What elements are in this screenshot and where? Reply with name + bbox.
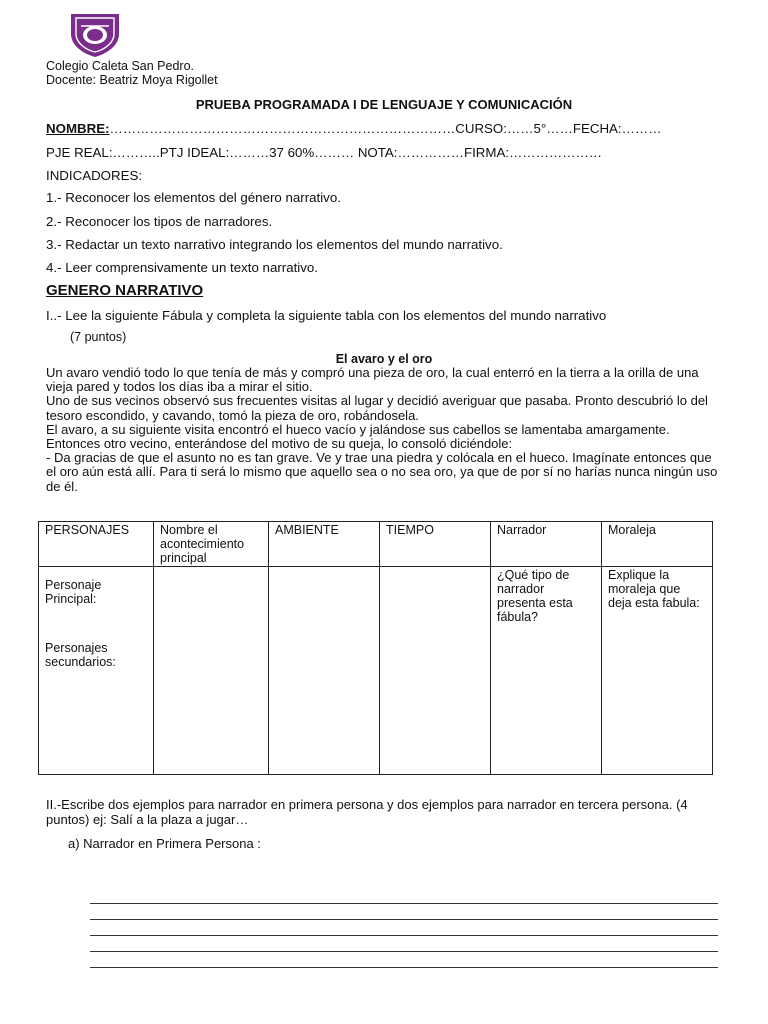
school-header [46, 59, 218, 87]
indicador-item: 1.- Reconocer los elementos del género narrativo. [46, 190, 341, 205]
personajes-secundarios-label: Personajes secundarios: [45, 641, 116, 669]
question-2a-label: a) Narrador en Primera Persona : [68, 836, 261, 851]
answer-line[interactable] [90, 952, 718, 968]
header-personajes: PERSONAJES [39, 522, 154, 567]
table-answer-row [39, 567, 713, 775]
narrador-cell[interactable] [491, 567, 602, 775]
fable-paragraph: Un avaro vendió todo lo que tenía de más y compró una pieza de oro, la cual enterró en la tierra a la orilla de una vieja pared y todos los días iba a mirar el sitio. [46, 365, 699, 395]
moraleja-question: Explique la moraleja que deja esta fabula: [608, 568, 700, 610]
tiempo-cell[interactable] [380, 567, 491, 775]
fable-paragraph: - Da gracias de que el asunto no es tan grave. Ve y trae una piedra y colócala en el hueco. Imagínate entonces que el oro aún está allí. Para ti será lo mismo que aquello sea o no sea oro, ya que de por sí no harías nunca ningún uso de él. [46, 450, 718, 494]
indicador-item: 2.- Reconocer los tipos de narradores. [46, 214, 273, 229]
indicadores-label: INDICADORES: [46, 168, 143, 183]
acontecimiento-cell[interactable] [154, 567, 269, 775]
answer-line[interactable] [90, 920, 718, 936]
school-shield-logo-icon [68, 12, 122, 58]
header-tiempo: TIEMPO [380, 522, 491, 567]
question-1-points: (7 puntos) [70, 330, 127, 344]
nombre-field: ……………………………………………………………………CURSO:……5°……FECHA:……… [109, 121, 662, 136]
fable-title: El avaro y el oro [335, 352, 433, 366]
question-2-text: II.-Escribe dos ejemplos para narrador en primera persona y dos ejemplos para narrador en tercera persona. (4 puntos) ej: Salí a la plaza a jugar… [46, 797, 688, 827]
fable-text [46, 366, 722, 494]
section-title: GENERO NARRATIVO [46, 282, 204, 299]
table-header-row [39, 522, 713, 567]
answer-line[interactable] [90, 904, 718, 920]
narrative-elements-table [38, 521, 713, 775]
moraleja-cell[interactable] [602, 567, 713, 775]
fable-paragraph: El avaro, a su siguiente visita encontró el hueco vacío y jalándose sus cabellos se lamentaba amargamente. [46, 421, 670, 437]
header-moraleja: Moraleja [602, 522, 713, 567]
personaje-principal-label: Personaje Principal: [45, 578, 102, 606]
nombre-label: NOMBRE: [46, 121, 110, 136]
indicador-item: 3.- Redactar un texto narrativo integrando los elementos del mundo narrativo. [46, 237, 503, 252]
answer-lines [90, 888, 718, 968]
header-acontecimiento: Nombre el acontecimiento principal [154, 522, 269, 567]
indicador-item: 4.- Leer comprensivamente un texto narrativo. [46, 260, 318, 275]
narrador-question: ¿Qué tipo de narrador presenta esta fábula? [497, 568, 573, 624]
header-ambiente: AMBIENTE [269, 522, 380, 567]
answer-line[interactable] [90, 888, 718, 904]
school-name: Colegio Caleta San Pedro. [46, 59, 195, 73]
personajes-cell[interactable] [39, 567, 154, 775]
fable-paragraph: Entonces otro vecino, enterándose del motivo de su queja, lo consoló diciéndole: [46, 436, 513, 452]
header-narrador: Narrador [491, 522, 602, 567]
teacher-name: Docente: Beatriz Moya Rigollet [46, 73, 218, 87]
answer-line[interactable] [90, 936, 718, 952]
form-line-2: PJE REAL:………..PTJ IDEAL:………37 60%……… NOTA:……………FIRMA:………………… [46, 145, 603, 160]
fable-paragraph: Uno de sus vecinos observó sus frecuentes visitas al lugar y decidió averiguar que pasaba. Pronto descubrió lo del tesoro escondido, y cavando, tomó la pieza de oro, robándosela. [46, 393, 708, 423]
question-1-text: I..- Lee la siguiente Fábula y completa la siguiente tabla con los elementos del mundo narrativo [46, 308, 607, 323]
exam-title: PRUEBA PROGRAMADA I DE LENGUAJE Y COMUNICACIÓN [195, 97, 573, 112]
ambiente-cell[interactable] [269, 567, 380, 775]
form-line-1 [46, 121, 662, 136]
